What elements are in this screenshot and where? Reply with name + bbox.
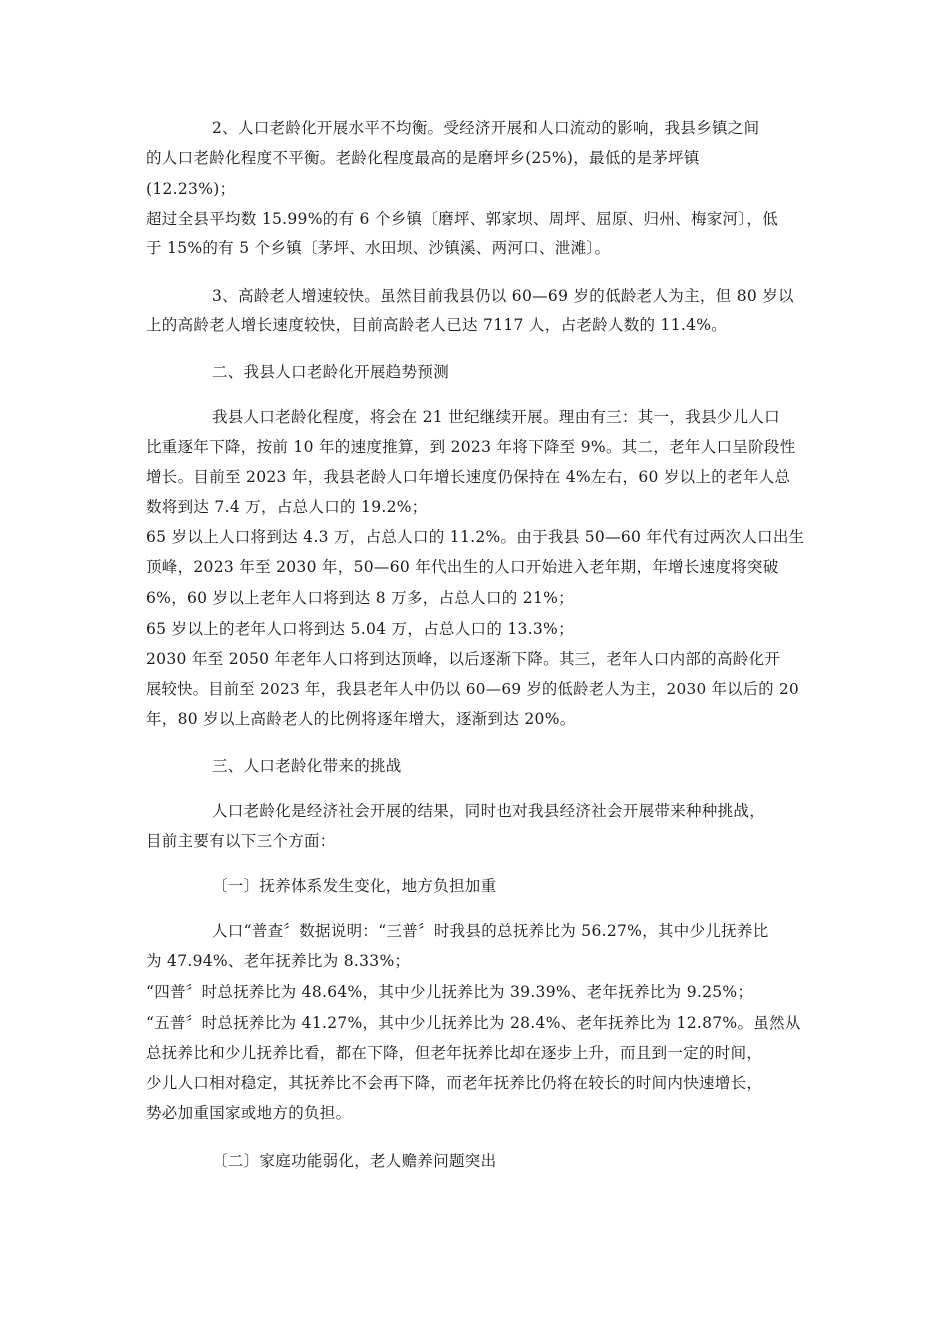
paragraph-line: (12.23%)； xyxy=(146,180,236,198)
paragraph-line: “四普〞时总抚养比为 48.64%，其中少儿抚养比为 39.39%、老年抚养比为 9.25%； xyxy=(146,983,754,1001)
paragraph-line: 少儿人口相对稳定，其抚养比不会再下降，而老年抚养比仍将在较长的时间内快速增长， xyxy=(146,1074,763,1092)
paragraph-line: 展较快。目前至 2023 年，我县老年人中仍以 60—69 岁的低龄老人为主，2030 年以后的 20 xyxy=(146,680,799,698)
paragraph-line: 我县人口老龄化程度，将会在 21 世纪继续开展。理由有三：其一，我县少儿人口 xyxy=(212,408,780,426)
paragraph-line: “五普〞时总抚养比为 41.27%，其中少儿抚养比为 28.4%、老年抚养比为 12.87%。虽然从 xyxy=(146,1014,801,1032)
paragraph-line: 势必加重国家或地方的负担。 xyxy=(146,1104,352,1122)
paragraph-line: 为 47.94%、老年抚养比为 8.33%； xyxy=(146,952,411,970)
paragraph-line: 比重逐年下降，按前 10 年的速度推算，到 2023 年将下降至 9%。其二，老年人口呈阶段性 xyxy=(146,438,796,456)
subsection-heading: 〔一〕抚养体系发生变化，地方负担加重 xyxy=(212,877,497,895)
paragraph-line: 增长。目前至 2023 年，我县老龄人口年增长速度仍保持在 4%左右，60 岁以上的老年人总 xyxy=(146,468,791,486)
paragraph-line: 的人口老龄化程度不平衡。老龄化程度最高的是磨坪乡(25%)，最低的是茅坪镇 xyxy=(146,149,700,167)
paragraph-line: 于 15%的有 5 个乡镇〔茅坪、水田坝、沙镇溪、两河口、泄滩〕。 xyxy=(146,239,611,257)
paragraph-line: 人口“普查〞数据说明：“三普〞时我县的总抚养比为 56.27%，其中少儿抚养比 xyxy=(212,922,769,940)
subsection-heading: 〔二〕家庭功能弱化，老人赡养问题突出 xyxy=(212,1152,497,1170)
paragraph-line: 2、人口老龄化开展水平不均衡。受经济开展和人口流动的影响，我县乡镇之间 xyxy=(212,119,760,137)
paragraph-line: 顶峰，2023 年至 2030 年，50—60 年代出生的人口开始进入老年期，年增长速度将突破 xyxy=(146,558,779,576)
paragraph-line: 65 岁以上人口将到达 4.3 万，占总人口的 11.2%。由于我县 50—60 年代有过两次人口出生 xyxy=(146,528,805,546)
paragraph-line: 目前主要有以下三个方面： xyxy=(146,832,336,850)
paragraph-line: 超过全县平均数 15.99%的有 6 个乡镇〔磨坪、郭家坝、周坪、屈原、归州、梅家河〕，低 xyxy=(146,210,778,228)
paragraph-line: 6%，60 岁以上老年人口将到达 8 万多，占总人口的 21%； xyxy=(146,589,574,607)
paragraph-line: 总抚养比和少儿抚养比看，都在下降，但老年抚养比却在逐步上升，而且到一定的时间， xyxy=(146,1044,763,1062)
paragraph-line: 65 岁以上的老年人口将到达 5.04 万，占总人口的 13.3%； xyxy=(146,620,574,638)
section-heading: 二、我县人口老龄化开展趋势预测 xyxy=(212,363,450,381)
paragraph-line: 数将到达 7.4 万，占总人口的 19.2%； xyxy=(146,498,428,516)
section-heading: 三、人口老龄化带来的挑战 xyxy=(212,757,402,775)
paragraph-line: 上的高龄老人增长速度较快，目前高龄老人已达 7117 人，占老龄人数的 11.4%。 xyxy=(146,316,728,334)
paragraph-line: 年，80 岁以上高龄老人的比例将逐年增大，逐渐到达 20%。 xyxy=(146,710,576,728)
paragraph-line: 2030 年至 2050 年老年人口将到达顶峰，以后逐渐下降。其三，老年人口内部的高龄化开 xyxy=(146,650,781,668)
paragraph-line: 人口老龄化是经济社会开展的结果，同时也对我县经济社会开展带来种种挑战， xyxy=(212,802,766,820)
paragraph-line: 3、高龄老人增速较快。虽然目前我县仍以 60—69 岁的低龄老人为主，但 80 岁以 xyxy=(212,287,794,305)
